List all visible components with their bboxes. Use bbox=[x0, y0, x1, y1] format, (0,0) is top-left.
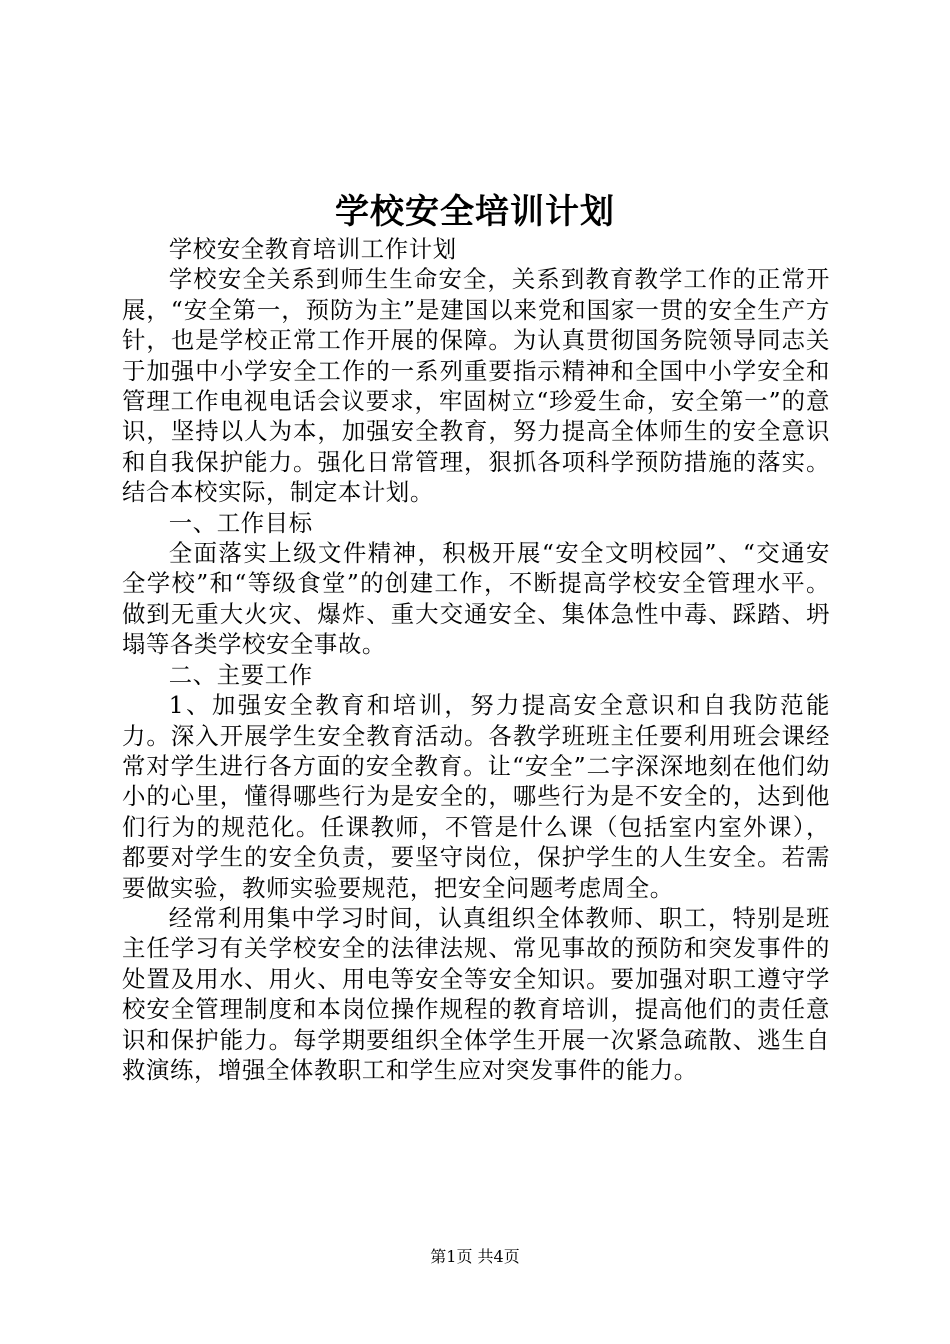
paragraph-item-1: 1、加强安全教育和培训，努力提高安全意识和自我防范能力。深入开展学生安全教育活动。各教学班班主任要利用班会课经常对学生进行各方面的安全教育。让“安全”二字深深地刻在他们幼小的心里，懂得哪些行为是安全的，哪些行为是不安全的，达到他们行为的规范化。任课教师，不管是什么课（包括室内室外课），都要对学生的安全负责，要坚守岗位，保护学生的人生安全。若需要做实验，教师实验要规范，把安全问题考虑周全。 bbox=[122, 691, 830, 902]
paragraph-intro: 学校安全关系到师生生命安全，关系到教育教学工作的正常开展，“安全第一，预防为主”是建国以来党和国家一贯的安全生产方针，也是学校正常工作开展的保障。为认真贯彻国务院领导同志关于加强中小学安全工作的一系列重要指示精神和全国中小学安全和管理工作电视电话会议要求，牢固树立“珍爱生命，安全第一”的意识，坚持以人为本，加强安全教育，努力提高全体师生的安全意识和自我保护能力。强化日常管理，狠抓各项科学预防措施的落实。结合本校实际，制定本计划。 bbox=[122, 265, 830, 507]
page-footer: 第1页 共4页 bbox=[430, 1247, 520, 1266]
paragraph-subtitle: 学校安全教育培训工作计划 bbox=[168, 235, 457, 263]
section-heading-main-work: 二、主要工作 bbox=[168, 660, 313, 689]
paragraph-staff-training: 经常利用集中学习时间，认真组织全体教师、职工，特别是班主任学习有关学校安全的法律法规、常见事故的预防和突发事件的处置及用水、用火、用电等安全等安全知识。要加强对职工遵守学校安全管理制度和本岗位操作规程的教育培训，提高他们的责任意识和保护能力。每学期要组织全体学生开展一次紧急疏散、逃生自救演练，增强全体教职工和学生应对突发事件的能力。 bbox=[122, 903, 830, 1084]
paragraph-goals: 全面落实上级文件精神，积极开展“安全文明校园”、“交通安全学校”和“等级食堂”的创建工作，不断提高学校安全管理水平。做到无重大火灾、爆炸、重大交通安全、集体急性中毒、踩踏、坍塌等各类学校安全事故。 bbox=[122, 539, 830, 659]
document-title: 学校安全培训计划 bbox=[335, 192, 615, 232]
document-body bbox=[122, 234, 830, 1085]
section-heading-goals: 一、工作目标 bbox=[168, 508, 313, 537]
